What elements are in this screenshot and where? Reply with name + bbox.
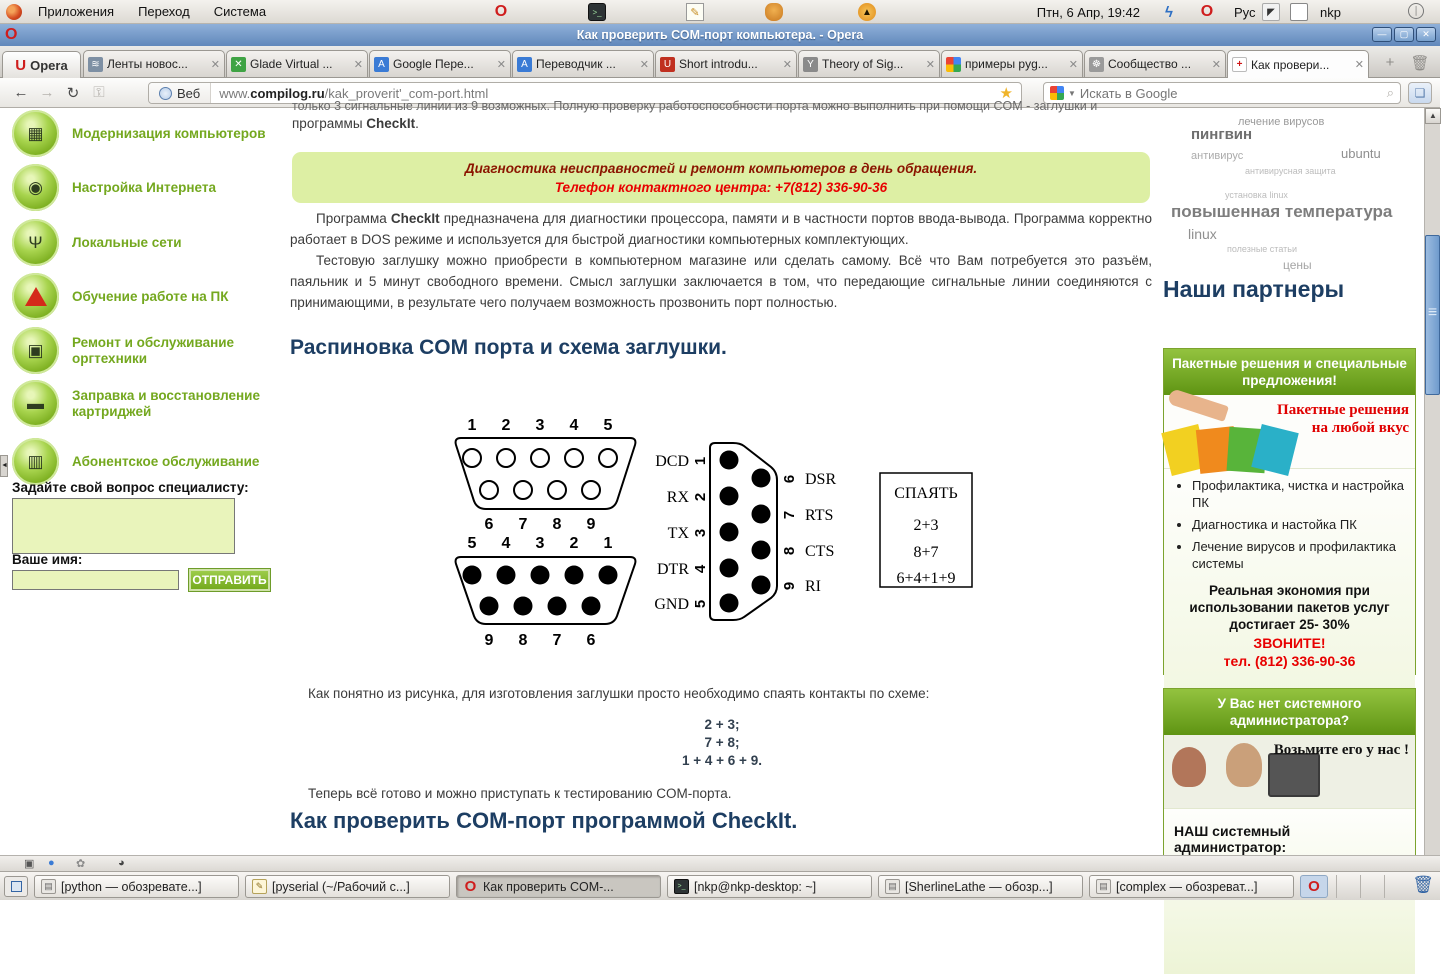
tag-link[interactable]: лечение вирусов	[1238, 116, 1325, 128]
tab-close-icon[interactable]: ✕	[1354, 59, 1364, 71]
menu-places[interactable]: Переход	[138, 4, 190, 19]
svg-text:8+7: 8+7	[913, 544, 939, 561]
google-translate-icon: A	[374, 57, 389, 72]
svg-text:1: 1	[467, 417, 477, 434]
svg-text:8: 8	[781, 546, 798, 556]
tab-close-icon[interactable]: ✕	[925, 58, 935, 71]
opera-status-bar	[0, 855, 1440, 871]
minimize-button[interactable]: —	[1372, 27, 1392, 42]
closed-tabs-trash-icon[interactable]: 🗑	[1410, 55, 1430, 72]
promo-image-caption: Пакетные решения на любой вкус	[1277, 402, 1409, 436]
svg-text:2: 2	[501, 417, 511, 434]
solder-box	[880, 473, 972, 587]
paragraph: Тестовую заглушку можно приобрести в компьютерном магазине или сделать самому. Всё что Вам потребуется это разъём, паяльник и 5 минут свободного времени. Смысл заглушки заключается в том, что передающие сигнальные линии соединяются с принимающими, в результате чего получаем возможность прозвонить порт полностью.	[290, 253, 1152, 310]
bookmark-star-icon[interactable]: ★	[999, 85, 1013, 102]
opera-launcher-icon[interactable]: O	[494, 3, 508, 20]
tag-cloud	[1163, 114, 1418, 272]
promo-subtitle: НАШ системный администратор:	[1174, 823, 1291, 855]
svg-text:CTS: CTS	[805, 543, 835, 560]
check-heading: Как проверить COM-порт программой CheckIt.	[290, 808, 798, 833]
partners-heading: Наши партнеры	[1163, 276, 1345, 302]
ubuntu-logo-icon[interactable]	[6, 4, 22, 20]
opera-unite-icon[interactable]: ✿	[76, 858, 86, 870]
text-editor-launcher-icon[interactable]: ✎	[686, 3, 704, 21]
svg-text:СПАЯТЬ: СПАЯТЬ	[894, 485, 958, 502]
tag-link[interactable]: linux	[1188, 226, 1217, 242]
question-textarea[interactable]	[12, 498, 235, 554]
panel-handle[interactable]: ◄	[0, 455, 8, 477]
svg-text:RTS: RTS	[805, 507, 834, 524]
notice-box	[292, 152, 1150, 203]
panels-toggle-button[interactable]: ❏	[1408, 82, 1432, 104]
taskbar-window-com-port[interactable]: O Как проверить COM-...	[456, 875, 661, 898]
power-button-icon[interactable]: ⏐	[1408, 3, 1424, 19]
lan-cables-icon: Ψ	[12, 219, 59, 266]
pointer-settings-icon[interactable]: ◤	[1262, 3, 1280, 21]
svg-text:5: 5	[692, 599, 709, 609]
tag-link[interactable]: повышенная температура	[1171, 202, 1393, 221]
svg-text:TX: TX	[667, 525, 689, 542]
terminal-launcher-icon[interactable]: >_	[588, 3, 606, 21]
opera-tray-icon[interactable]: O	[1200, 3, 1214, 20]
search-engine-dropdown-icon[interactable]: ▼	[1068, 88, 1076, 98]
taskbar-window-terminal[interactable]: >_ [nkp@nkp-desktop: ~]	[667, 875, 872, 898]
svg-text:3: 3	[535, 535, 545, 552]
scroll-up-icon[interactable]: ▲	[1425, 108, 1441, 124]
pinout-connector	[654, 443, 836, 620]
computer-upgrade-icon: ▦	[12, 110, 59, 157]
svg-text:6+4+1+9: 6+4+1+9	[896, 570, 956, 587]
notice-phone: Телефон контактного центра: +7(812) 336-90-36	[554, 180, 888, 195]
cartridge-icon: ▬	[12, 380, 59, 427]
tab-close-icon[interactable]: ✕	[782, 58, 792, 71]
svg-text:6: 6	[484, 516, 494, 533]
office-equipment-icon: ▣	[12, 327, 59, 374]
taskbar-window-pyserial[interactable]: ✎ [pyserial (~/Рабочий с...]	[245, 875, 450, 898]
menu-system[interactable]: Система	[213, 4, 267, 19]
svg-text:2: 2	[569, 535, 579, 552]
tab-glade[interactable]: ✕ Glade Virtual ... ✕	[226, 50, 368, 78]
promo-call-text: ЗВОНИТЕ!	[1253, 635, 1326, 651]
globe-icon	[159, 87, 172, 100]
pinout-heading: Распиновка COM порта и схема заглушки.	[290, 336, 727, 359]
name-label: Ваше имя:	[12, 552, 83, 567]
svg-text:9: 9	[781, 581, 798, 591]
window-opera-icon: O	[5, 26, 18, 43]
svg-text:7: 7	[518, 516, 528, 533]
sidebar-item-cartridges[interactable]: ▬ Заправка и восстановление картриджей	[12, 380, 277, 427]
network-tray-icon[interactable]: ϟ	[1165, 3, 1173, 21]
svg-text:2+3: 2+3	[913, 517, 939, 534]
svg-text:RX: RX	[666, 489, 689, 506]
sidebar-item-subscriber[interactable]: ▥ Абонентское обслуживание	[12, 438, 277, 485]
reload-button[interactable]: ↻	[66, 84, 80, 102]
rss-feed-icon: ≋	[88, 57, 103, 72]
promo-header: Пакетные решения и специальные предложения!	[1164, 349, 1415, 395]
svg-text:8: 8	[518, 632, 528, 649]
com-port-diagram	[443, 405, 995, 657]
forward-button[interactable]: →	[39, 84, 55, 101]
google-search-icon	[1050, 86, 1064, 100]
promo-image-caption: Возьмите его у нас !	[1273, 742, 1409, 758]
promo-savings-text: Реальная экономия при использовании пакетов услуг достигает 25- 30%	[1189, 583, 1390, 632]
taskbar-window-python[interactable]: ▤ [python — обозревате...]	[34, 875, 239, 898]
tab-active-com-port[interactable]: + Как провери... ✕	[1227, 50, 1369, 79]
menu-applications[interactable]: Приложения	[38, 4, 115, 19]
tab-close-icon[interactable]: ✕	[1068, 58, 1078, 71]
tab-close-icon[interactable]: ✕	[1211, 58, 1221, 71]
update-notifier-icon[interactable]: ▲	[858, 3, 876, 21]
tab-close-icon[interactable]: ✕	[353, 58, 363, 71]
opera-icon: O	[464, 878, 477, 895]
protocol-label: Веб	[177, 85, 201, 101]
gear-icon: ☸	[1089, 57, 1104, 72]
ready-text: Теперь всё готово и можно приступать к тестированию COM-порта.	[308, 786, 732, 801]
url-text[interactable]: www.compilog.ru/kak_proverit'_com-port.html	[219, 85, 489, 101]
sidebar-item-internet[interactable]: ◉ Настройка Интернета	[12, 164, 277, 211]
opera-turbo-icon[interactable]: ◕	[118, 857, 125, 869]
svg-text:8: 8	[552, 516, 562, 533]
gnome-foot-icon: Y	[803, 57, 818, 72]
key-icon[interactable]: ⚿	[93, 84, 105, 101]
article-paragraphs	[290, 208, 1152, 313]
opera-link-icon[interactable]: ●	[48, 857, 55, 869]
tab-close-icon[interactable]: ✕	[210, 58, 220, 71]
tab-close-icon[interactable]: ✕	[496, 58, 506, 71]
svg-text:RI: RI	[805, 578, 821, 595]
svg-text:7: 7	[781, 510, 798, 520]
notes-icon: ✎	[252, 879, 267, 894]
promo-packages-box[interactable]	[1163, 348, 1416, 675]
sidebar-item-repair[interactable]: ▣ Ремонт и обслуживание оргтехники	[12, 327, 277, 374]
solder-scheme-lines: 2 + 3; 7 + 8; 1 + 4 + 6 + 9.	[682, 717, 762, 768]
svg-text:3: 3	[535, 417, 545, 434]
tab-bar	[0, 46, 1440, 78]
notice-text: Диагностика неисправностей и ремонт компьютеров в день обращения.	[464, 161, 978, 176]
window-title: Как проверить СОМ-порт компьютера. - Opera	[576, 28, 864, 42]
page-content	[0, 99, 1440, 855]
maximize-button[interactable]: ▢	[1394, 27, 1414, 42]
top-panel	[0, 0, 1440, 24]
tab-close-icon[interactable]: ✕	[639, 58, 649, 71]
tab-theory[interactable]: Y Theory of Sig... ✕	[798, 50, 940, 78]
user-switcher[interactable]: nkp	[1320, 4, 1341, 20]
red-book-icon: U	[660, 57, 675, 72]
tab-pygtk-examples[interactable]: примеры pyg... ✕	[941, 50, 1083, 78]
name-input[interactable]	[12, 570, 179, 590]
tag-link[interactable]: антивирусная защита	[1245, 166, 1336, 176]
after-figure-text: Как понятно из рисунка, для изготовления заглушки просто необходимо спаять контакты по схеме:	[308, 686, 930, 701]
svg-text:3: 3	[692, 528, 709, 538]
taskbar	[0, 871, 1440, 900]
svg-text:1: 1	[603, 535, 613, 552]
show-desktop-button[interactable]	[4, 876, 28, 897]
svg-text:7: 7	[552, 632, 562, 649]
svg-text:9: 9	[586, 516, 596, 533]
panels-toggle-icon[interactable]: ▣	[24, 858, 35, 870]
promo-phone: тел. (812) 336-90-36	[1223, 653, 1356, 669]
opera-menu-button[interactable]	[2, 51, 81, 78]
terminal-icon: >_	[674, 879, 689, 894]
keyboard-layout-indicator[interactable]: Рус	[1234, 4, 1256, 20]
promo-header: У Вас нет системного администратора?	[1164, 689, 1415, 735]
svg-text:DSR: DSR	[805, 471, 837, 488]
taskbar-window-sherline[interactable]: ▤ [SherlineLathe — обозр...]	[878, 875, 1083, 898]
svg-text:4: 4	[569, 417, 579, 434]
internet-setup-icon: ◉	[12, 164, 59, 211]
training-sign-icon	[12, 273, 59, 320]
opera-menu-label: Opera	[30, 57, 68, 73]
sidebar-item-lan[interactable]: Ψ Локальные сети	[12, 219, 277, 266]
sysadmin-people-image	[1164, 735, 1415, 809]
new-tab-button[interactable]: +	[1385, 54, 1395, 71]
opera-logo-icon: U	[15, 56, 27, 74]
tab-google-translate[interactable]: A Google Пере... ✕	[369, 50, 511, 78]
google-icon	[946, 57, 961, 72]
glade-icon: ✕	[231, 57, 246, 72]
svg-text:GND: GND	[654, 596, 689, 613]
cat-app-icon[interactable]	[765, 3, 783, 21]
svg-text:9: 9	[484, 632, 494, 649]
tab-short-intro[interactable]: U Short introdu... ✕	[655, 50, 797, 78]
browser-page-icon: ▤	[41, 879, 56, 894]
trash-icon[interactable]: 🗑	[1412, 875, 1434, 894]
tag-link[interactable]: ubuntu	[1341, 146, 1381, 161]
svg-text:1: 1	[692, 456, 709, 466]
paragraph: Программа CheckIt предназначена для диагностики процессора, памяти и в частности портов ввода-вывода. Программа корректно работает в DOS режиме и используется для быстрой диагностики компьютерных комплектующих.	[290, 211, 1152, 247]
magnifier-icon[interactable]: ⌕	[1386, 85, 1394, 100]
intro-tail: программы CheckIt.	[292, 116, 419, 131]
tab-community[interactable]: ☸ Сообщество ... ✕	[1084, 50, 1226, 78]
scrollbar-thumb[interactable]	[1425, 235, 1440, 395]
question-label: Задайте свой вопрос специалисту:	[12, 480, 249, 495]
svg-text:5: 5	[467, 535, 477, 552]
svg-text:6: 6	[781, 474, 798, 484]
svg-text:2: 2	[692, 492, 709, 502]
close-button[interactable]: ✕	[1416, 27, 1436, 42]
svg-text:4: 4	[692, 564, 709, 574]
window-titlebar[interactable]	[0, 24, 1440, 46]
tab-feeds[interactable]: ≋ Ленты новос... ✕	[83, 50, 225, 78]
protocol-chip[interactable]	[149, 83, 211, 103]
translator-icon: A	[517, 57, 532, 72]
back-button[interactable]: ←	[13, 84, 29, 101]
sidebar-item-upgrade[interactable]: ▦ Модернизация компьютеров	[12, 110, 277, 157]
tag-link[interactable]: установка linux	[1225, 190, 1288, 200]
db9-male-connector	[456, 417, 636, 533]
svg-text:4: 4	[501, 535, 511, 552]
sidebar-item-training[interactable]: Обучение работе на ПК	[12, 273, 277, 320]
svg-text:6: 6	[586, 632, 596, 649]
svg-text:5: 5	[603, 417, 613, 434]
tag-link[interactable]: цены	[1283, 258, 1312, 272]
subscriber-service-icon: ▥	[12, 438, 59, 485]
tag-link[interactable]: полезные статьи	[1227, 244, 1297, 254]
tab-translator[interactable]: A Переводчик ... ✕	[512, 50, 654, 78]
shopping-bags-image	[1164, 395, 1415, 469]
promo-sysadmin-box[interactable]	[1163, 688, 1416, 855]
tray-opera-icon[interactable]: O	[1300, 875, 1328, 898]
clipped-intro-line: только 3 сигнальные линии из 9 возможных. Полную проверку работоспособности порта можно выполнить при помощи COM - заглушки и	[292, 99, 1098, 113]
browser-page-icon: ▤	[885, 879, 900, 894]
svg-text:DTR: DTR	[657, 561, 689, 578]
db9-female-connector	[456, 535, 636, 649]
page-scrollbar[interactable]	[1424, 108, 1440, 855]
send-button[interactable]: ОТПРАВИТЬ	[189, 569, 270, 591]
tag-link[interactable]: антивирус	[1191, 150, 1244, 162]
tag-link[interactable]: пингвин	[1191, 126, 1253, 143]
flag-indicator-icon[interactable]	[1290, 3, 1308, 21]
taskbar-window-complex[interactable]: ▤ [complex — обозреват...]	[1089, 875, 1294, 898]
promo-bullet-list: • Профилактика, чистка и настройка ПК • Диагностика и настойка ПК • Лечение вирусов и профилактика системы	[1192, 477, 1405, 572]
svg-text:DCD: DCD	[655, 453, 689, 470]
clock[interactable]: Птн, 6 Апр, 19:42	[1036, 4, 1140, 20]
browser-page-icon: ▤	[1096, 879, 1111, 894]
red-cross-icon: +	[1232, 57, 1247, 72]
